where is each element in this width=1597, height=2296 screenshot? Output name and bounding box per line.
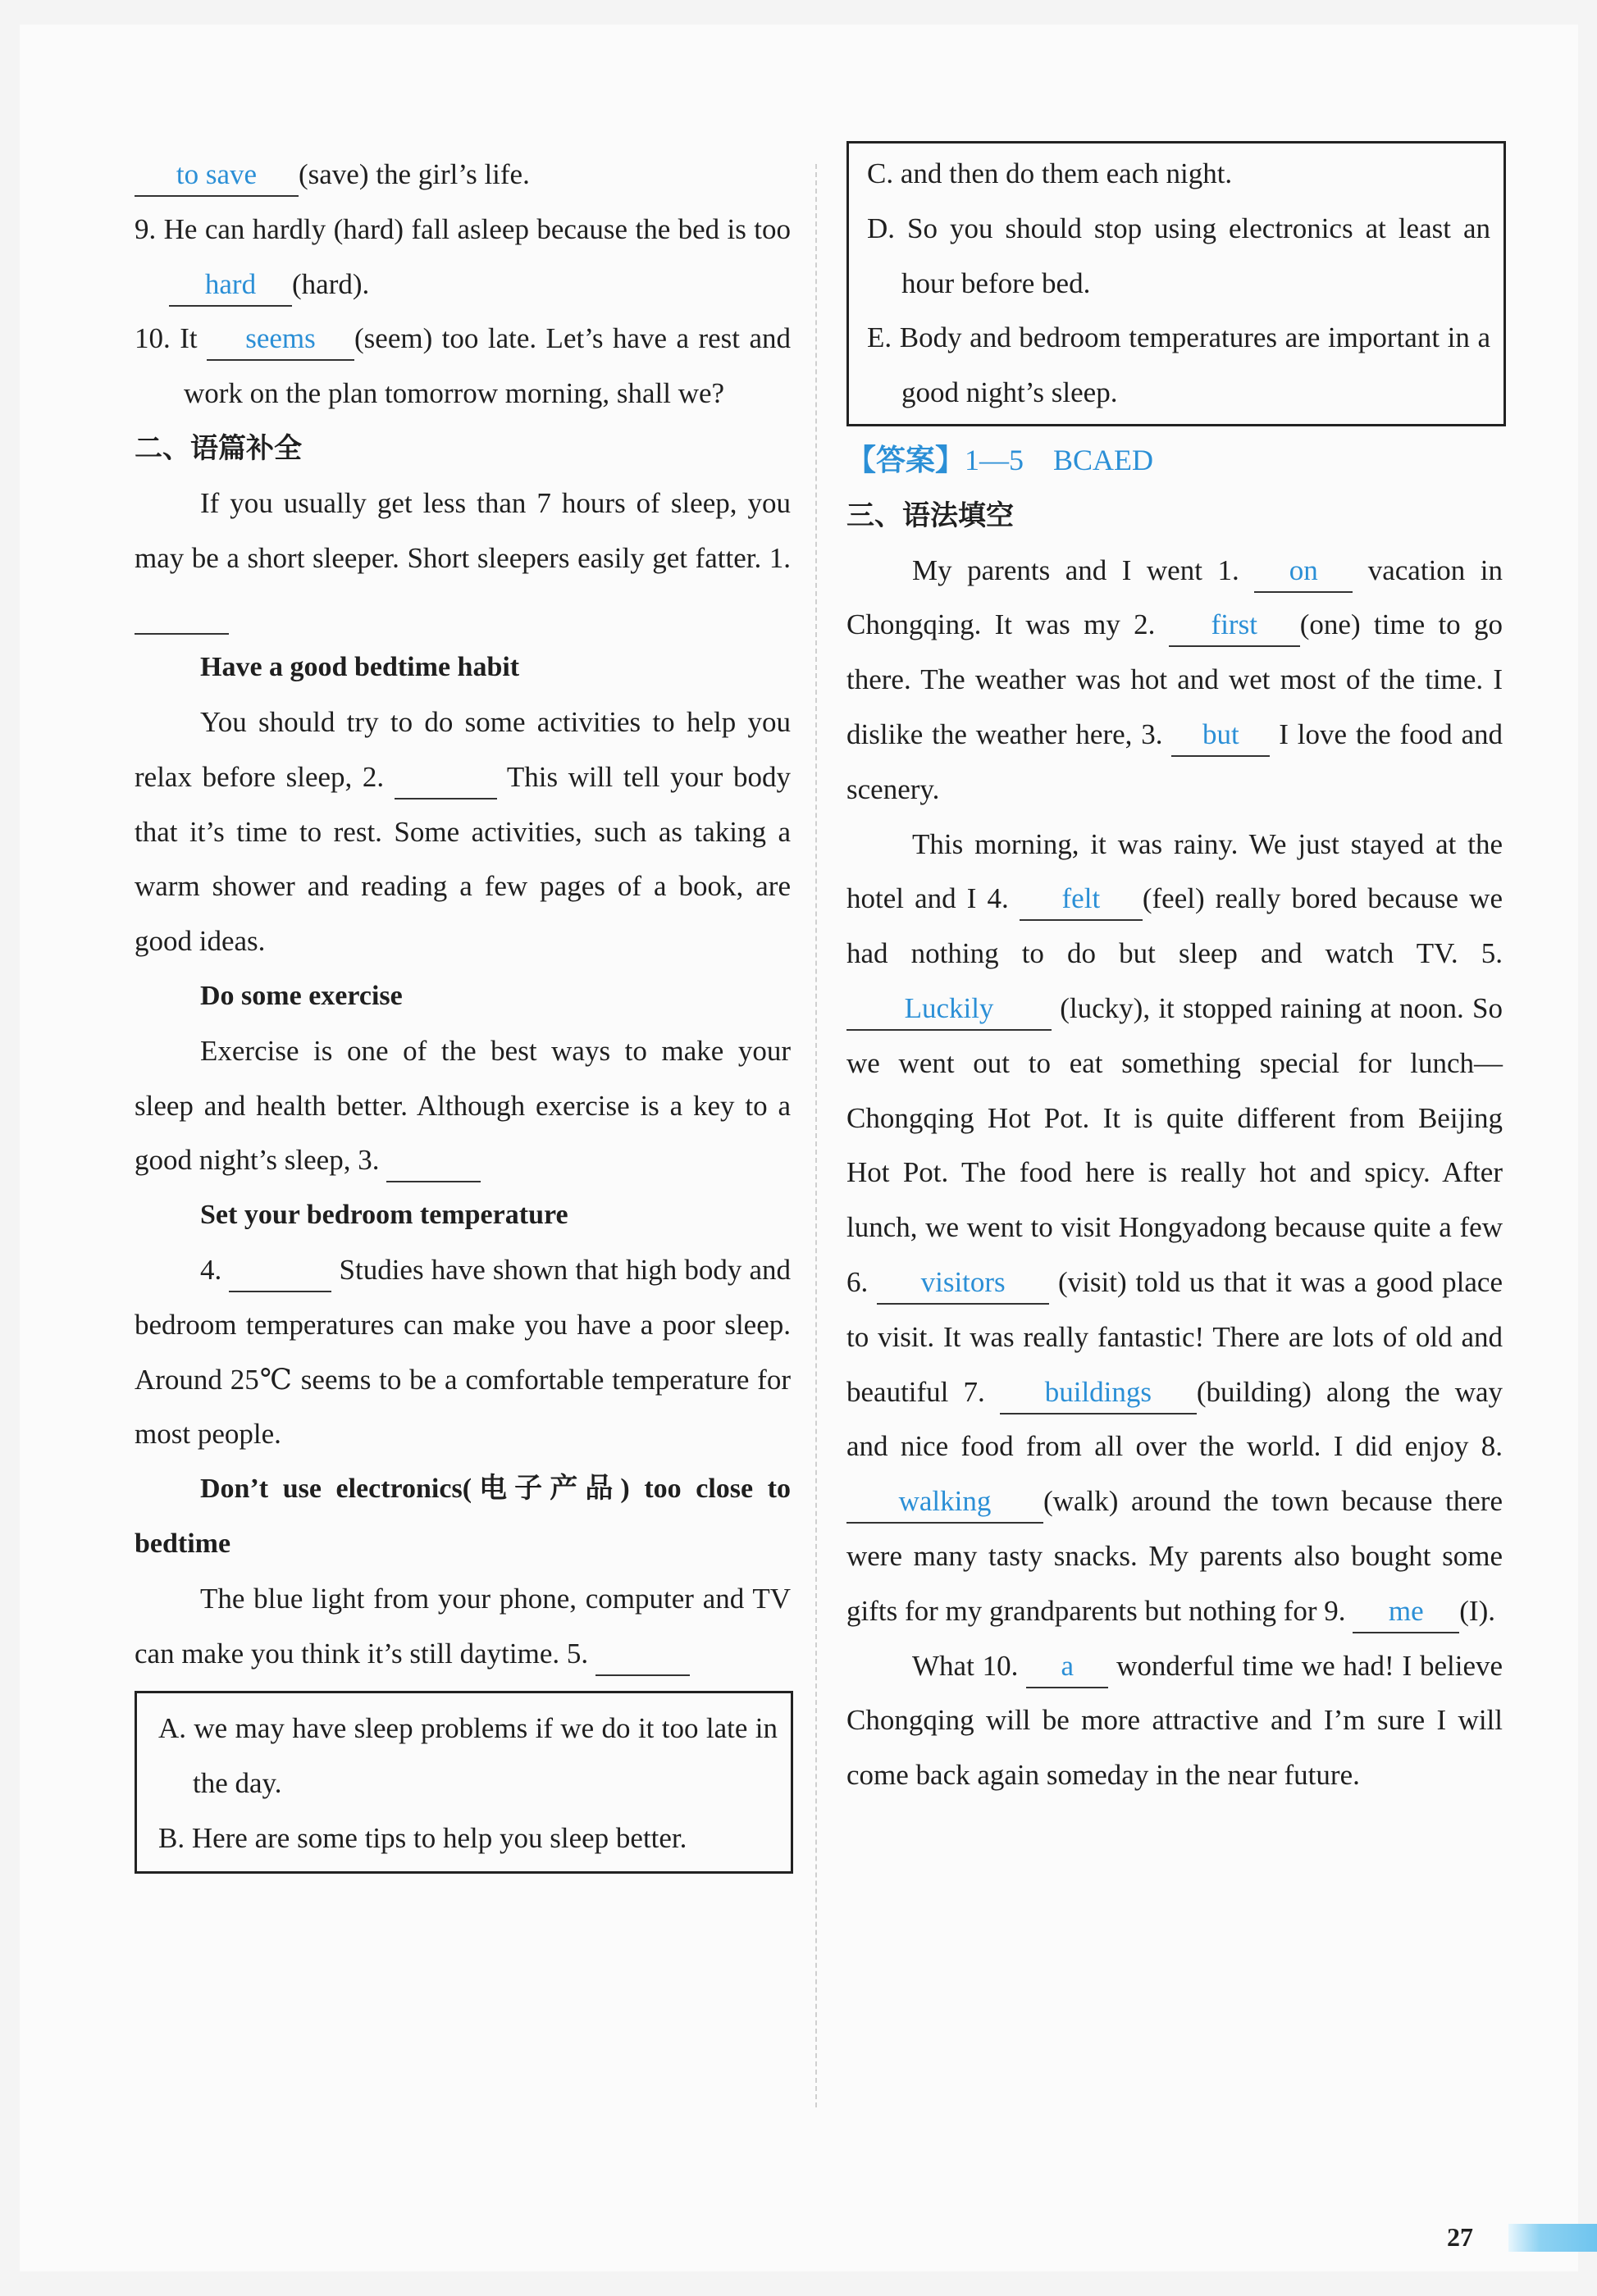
blank-9 bbox=[169, 264, 292, 307]
left-column bbox=[135, 148, 791, 1874]
blank-1 bbox=[1254, 550, 1353, 593]
question-10: 10. It seems (seem) too late. Let’s have a rest and work on the plan tomorrow morning, shall we? bbox=[135, 312, 791, 421]
blank-10 bbox=[207, 318, 354, 361]
answer-key-tag: 【答案】 bbox=[846, 443, 965, 477]
blank-gap-2 bbox=[395, 757, 497, 800]
heading-temperature: Set your bedroom temperature bbox=[200, 1200, 568, 1231]
blank-2 bbox=[1169, 604, 1300, 647]
paragraph-1: If you usually get less than 7 hours of sleep, you may be a short sleeper. Short sleepers easily get fatter. 1. bbox=[135, 476, 791, 640]
blank-gap-3 bbox=[386, 1140, 481, 1182]
option-d: D. So you should stop using electronics at least an hour before bed. bbox=[867, 212, 1490, 299]
column-divider bbox=[815, 164, 817, 2107]
answer-7: buildings bbox=[1044, 1375, 1152, 1408]
option-c: C. and then do them each night. bbox=[867, 157, 1233, 189]
paragraph-5: The blue light from your phone, computer and TV can make you think it’s still daytime. 5. bbox=[135, 1572, 791, 1682]
blank-9-grammar bbox=[1353, 1591, 1459, 1633]
blank-4 bbox=[1020, 878, 1143, 921]
right-column bbox=[846, 141, 1503, 1803]
blank-8-grammar bbox=[846, 1481, 1043, 1524]
answer-5: Luckily bbox=[904, 991, 994, 1024]
blank-gap-4 bbox=[229, 1250, 331, 1292]
paragraph-4: 4. Studies have shown that high body and bedroom temperatures can make you have a poor sleep. Around 25℃ seems to be a comfortable temperature for most people. bbox=[135, 1243, 791, 1462]
option-e: E. Body and bedroom temperatures are important in a good night’s sleep. bbox=[867, 321, 1490, 409]
blank-7 bbox=[1000, 1372, 1197, 1414]
section-2-title: 二、语篇补全 bbox=[135, 431, 302, 465]
option-b: B. Here are some tips to help you sleep better. bbox=[158, 1821, 687, 1854]
answer-key-text: 1—5 BCAED bbox=[965, 443, 1154, 476]
grammar-paragraph-3: What 10. a wonderful time we had! I believe Chongqing will be more attractive and I’m sure I will come back again someday in the near future. bbox=[846, 1639, 1503, 1803]
question-9: 9. He can hardly (hard) fall asleep because the bed is too hard (hard). bbox=[135, 203, 791, 312]
blank-gap-1 bbox=[135, 592, 229, 635]
options-box-c-e bbox=[846, 141, 1506, 426]
blank-8 bbox=[135, 154, 299, 197]
answer-4: felt bbox=[1061, 882, 1101, 915]
blank-3 bbox=[1171, 714, 1270, 757]
answer-2: first bbox=[1211, 608, 1257, 641]
answer-8: to save bbox=[176, 158, 258, 190]
grammar-paragraph-1: My parents and I went 1. on vacation in Chongqing. It was my 2. first (one) time to go there. The weather was hot and wet most of the time. I dislike the weather here, 3. but I love the food and scenery. bbox=[846, 544, 1503, 818]
answer-10-grammar: a bbox=[1061, 1649, 1074, 1682]
blank-6 bbox=[877, 1262, 1049, 1305]
page-number: 27 bbox=[1447, 2222, 1473, 2252]
blank-10-grammar bbox=[1026, 1646, 1108, 1688]
answer-9-grammar: me bbox=[1388, 1594, 1424, 1627]
blank-gap-5 bbox=[595, 1633, 690, 1676]
answer-6: visitors bbox=[920, 1265, 1006, 1298]
answer-9: hard bbox=[204, 267, 257, 300]
answer-3: but bbox=[1202, 718, 1239, 750]
q8-tail: to save (save) the girl’s life. bbox=[135, 148, 791, 203]
grammar-paragraph-2: This morning, it was rainy. We just stayed at the hotel and I 4. felt (feel) really bored because we had nothing to do but sleep and watch TV. 5. Luckily (lucky), it stopped raining at noon. So we went out to eat something special for lunch—Chongqing Hot Pot. It is quite different from Beijing Hot Pot. The food here is really hot and spicy. After lunch, we went to visit Hongyadong because quite a few 6. visitors (visit) told us that it was a good place to visit. It was really fantastic! There are lots of old and beautiful 7. buildings (building) along the way and nice food from all over the world. I did enjoy 8. walking (walk) around the town because there were many tasty snacks. My parents also bought some gifts for my grandparents but nothing for 9. me (I). bbox=[846, 818, 1503, 1639]
paragraph-3: Exercise is one of the best ways to make your sleep and health better. Although exercise is a key to a good night’s sleep, 3. bbox=[135, 1024, 791, 1188]
page-number-bar bbox=[1508, 2224, 1597, 2252]
section-3-title: 三、语法填空 bbox=[846, 499, 1014, 532]
options-box-a-b bbox=[135, 1691, 793, 1873]
blank-5 bbox=[846, 988, 1052, 1031]
option-a: A. we may have sleep problems if we do it too late in the day. bbox=[158, 1712, 778, 1800]
heading-bedtime-habit: Have a good bedtime habit bbox=[200, 652, 520, 683]
heading-exercise: Do some exercise bbox=[200, 980, 403, 1011]
answer-10: seems bbox=[245, 322, 316, 355]
heading-electronics: Don’t use electronics(电子产品) too close to bedtime bbox=[135, 1474, 791, 1559]
answer-1: on bbox=[1289, 554, 1318, 586]
answer-8-grammar: walking bbox=[898, 1485, 992, 1518]
textbook-page bbox=[20, 25, 1578, 2271]
paragraph-2: You should try to do some activities to help you relax before sleep, 2. This will tell your body that it’s time to rest. Some activities, such as taking a warm shower and reading a few pages of a book, are good ideas. bbox=[135, 705, 791, 958]
answer-key bbox=[846, 433, 1503, 489]
